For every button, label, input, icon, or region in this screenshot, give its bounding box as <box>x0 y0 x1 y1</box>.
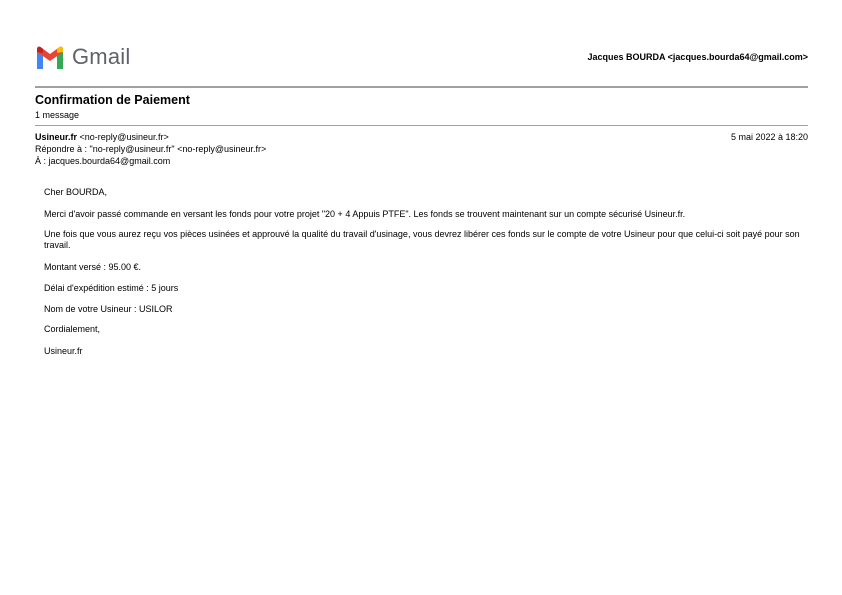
delay-line: Délai d'expédition estimé : 5 jours <box>44 283 179 293</box>
gmail-header <box>35 44 808 74</box>
email-subject: Confirmation de Paiement <box>35 93 190 107</box>
paragraph-order: Merci d'avoir passé commande en versant les fonds pour votre projet "20 + 4 Appuis PTFE". Les fonds se trouvent maintenant sur un compte sécurisé Usineur.fr. <box>44 209 686 219</box>
signature: Usineur.fr <box>44 346 83 356</box>
gmail-wordmark: Gmail <box>72 44 131 69</box>
subject-divider <box>35 125 808 126</box>
gmail-m-icon <box>35 46 65 69</box>
greeting: Cher BOURDA, <box>44 187 108 197</box>
amount-line: Montant versé : 95.00 €. <box>44 262 142 272</box>
gmail-logo <box>35 44 130 70</box>
header-divider <box>35 86 808 88</box>
to-line: À : jacques.bourda64@gmail.com <box>35 156 171 166</box>
sender-address: <no-reply@usineur.fr> <box>79 132 169 142</box>
sender-name: Usineur.fr <box>35 132 78 142</box>
sender-line <box>35 131 808 143</box>
reply-to-line: Répondre à : "no-reply@usineur.fr" <no-reply@usineur.fr> <box>35 144 267 154</box>
message-count: 1 message <box>35 110 80 120</box>
paragraph-release: Une fois que vous aurez reçu vos pièces usinées et approuvé la qualité du travail d'usinage, vous devrez libérer ces fonds sur le compte de votre Usineur pour que celui-ci soit payé pour son travail. <box>44 229 800 250</box>
usineur-line: Nom de votre Usineur : USILOR <box>44 304 173 314</box>
message-date: 5 mai 2022 à 18:20 <box>730 132 808 142</box>
message-meta <box>35 131 808 167</box>
account-label: Jacques BOURDA <jacques.bourda64@gmail.com> <box>587 52 808 62</box>
closing-line: Cordialement, <box>44 324 101 334</box>
